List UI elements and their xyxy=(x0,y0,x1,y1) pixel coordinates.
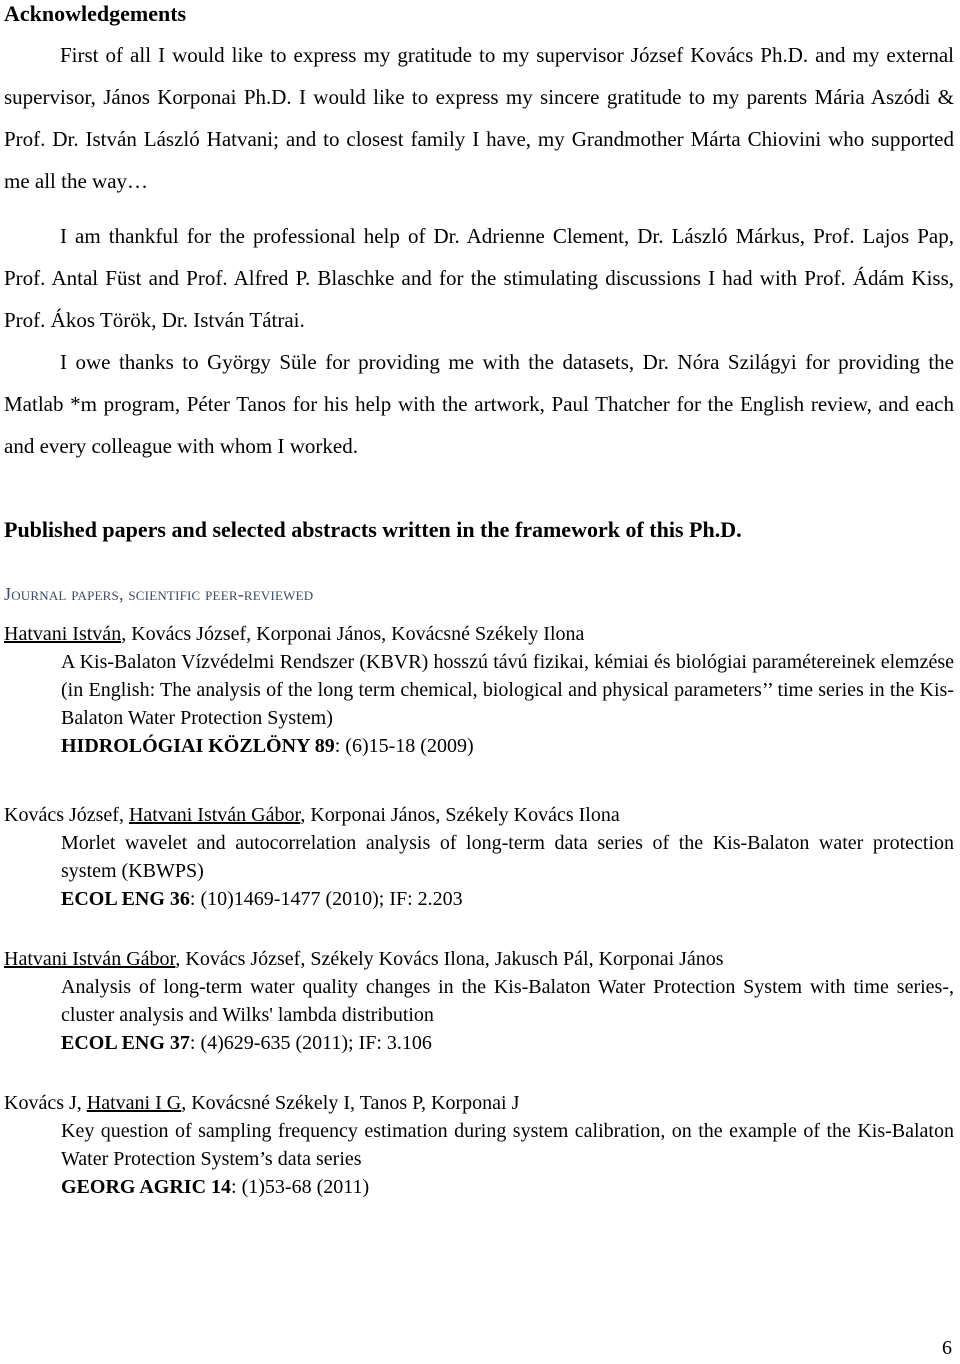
journal-details: : (1)53-68 (2011) xyxy=(231,1176,370,1198)
authors-post: , Kovács József, Korponai János, Kovácsné Székely Ilona xyxy=(121,623,585,645)
journal-details: : (6)15-18 (2009) xyxy=(334,735,474,757)
publication-entry xyxy=(4,620,954,760)
authors-post: , Kovácsné Székely I, Tanos P, Korponai J xyxy=(181,1092,520,1114)
authors-post: , Kovács József, Székely Kovács Ilona, Jakusch Pál, Korponai János xyxy=(175,948,724,970)
document-page xyxy=(4,0,956,1364)
acknowledgements-paragraph-2: I am thankful for the professional help of Dr. Adrienne Clement, Dr. László Márkus, Prof. Lajos Pap, Prof. Antal Füst and Prof. Alfred P. Blaschke and for the stimulating discussions I had with Prof. Ádám Kiss, Prof. Ákos Török, Dr. István Tátrai. xyxy=(4,224,954,332)
publication-entry xyxy=(4,801,954,913)
acknowledgements-paragraph-1: First of all I would like to express my gratitude to my supervisor József Kovács Ph.D. and my external supervisor, János Korponai Ph.D. I would like to express my sincere gratitude to my parents Mária Aszódi & Prof. Dr. István László Hatvani; and to closest family I have, my Grandmother Márta Chiovini who supported me all the way… xyxy=(4,43,954,193)
authors-underlined: Hatvani István Gábor xyxy=(128,804,301,826)
authors-underlined: Hatvani István xyxy=(4,623,122,645)
authors-pre: Kovács József, xyxy=(4,804,129,826)
publication-journal xyxy=(61,885,954,913)
journal-name: GEORG AGRIC 14 xyxy=(61,1176,232,1198)
publication-entry xyxy=(4,945,954,1057)
page-number: 6 xyxy=(942,1337,952,1359)
journal-name: ECOL ENG 37 xyxy=(61,1032,190,1054)
publication-title: Key question of sampling frequency estimation during system calibration, on the example of the Kis-Balaton Water Protection System’s data series xyxy=(61,1120,954,1170)
publication-authors xyxy=(4,620,954,648)
publication-entry xyxy=(4,1089,954,1201)
publication-journal xyxy=(61,1029,954,1057)
journal-papers-section-label: Journal papers, scientific peer-reviewed xyxy=(4,584,314,604)
publication-authors xyxy=(4,1089,954,1117)
journal-details: : (10)1469-1477 (2010); IF: 2.203 xyxy=(189,888,463,910)
authors-pre: Kovács J, xyxy=(4,1092,87,1114)
journal-name: HIDROLÓGIAI KÖZLÖNY 89 xyxy=(61,735,335,757)
publication-journal xyxy=(61,1173,954,1201)
authors-underlined: Hatvani I G xyxy=(86,1092,182,1114)
publication-authors xyxy=(4,801,954,829)
publication-title: Morlet wavelet and autocorrelation analysis of long-term data series of the Kis-Balaton water protection system (KBWPS) xyxy=(61,832,954,882)
journal-details: : (4)629-635 (2011); IF: 3.106 xyxy=(189,1032,432,1054)
acknowledgements-heading: Acknowledgements xyxy=(4,1,187,26)
publication-authors xyxy=(4,945,954,973)
acknowledgements-paragraph-3: I owe thanks to György Süle for providing me with the datasets, Dr. Nóra Szilágyi for providing the Matlab *m program, Péter Tanos for his help with the artwork, Paul Thatcher for the English review, and each and every colleague with whom I worked. xyxy=(4,350,954,458)
journal-name: ECOL ENG 36 xyxy=(61,888,190,910)
publications-heading: Published papers and selected abstracts written in the framework of this Ph.D. xyxy=(4,517,742,542)
publication-title: A Kis-Balaton Vízvédelmi Rendszer (KBVR) hosszú távú fizikai, kémiai és biológiai paramétereinek elemzése (in English: The analysis of the long term chemical, biological and physical parameters’’ time series in the Kis-Balaton Water Protection System) xyxy=(61,651,954,729)
publication-title: Analysis of long-term water quality changes in the Kis-Balaton Water Protection System with time series-, cluster analysis and Wilks' lambda distribution xyxy=(61,976,954,1026)
authors-post: , Korponai János, Székely Kovács Ilona xyxy=(300,804,620,826)
publication-journal xyxy=(61,732,954,760)
authors-underlined: Hatvani István Gábor xyxy=(4,948,176,970)
